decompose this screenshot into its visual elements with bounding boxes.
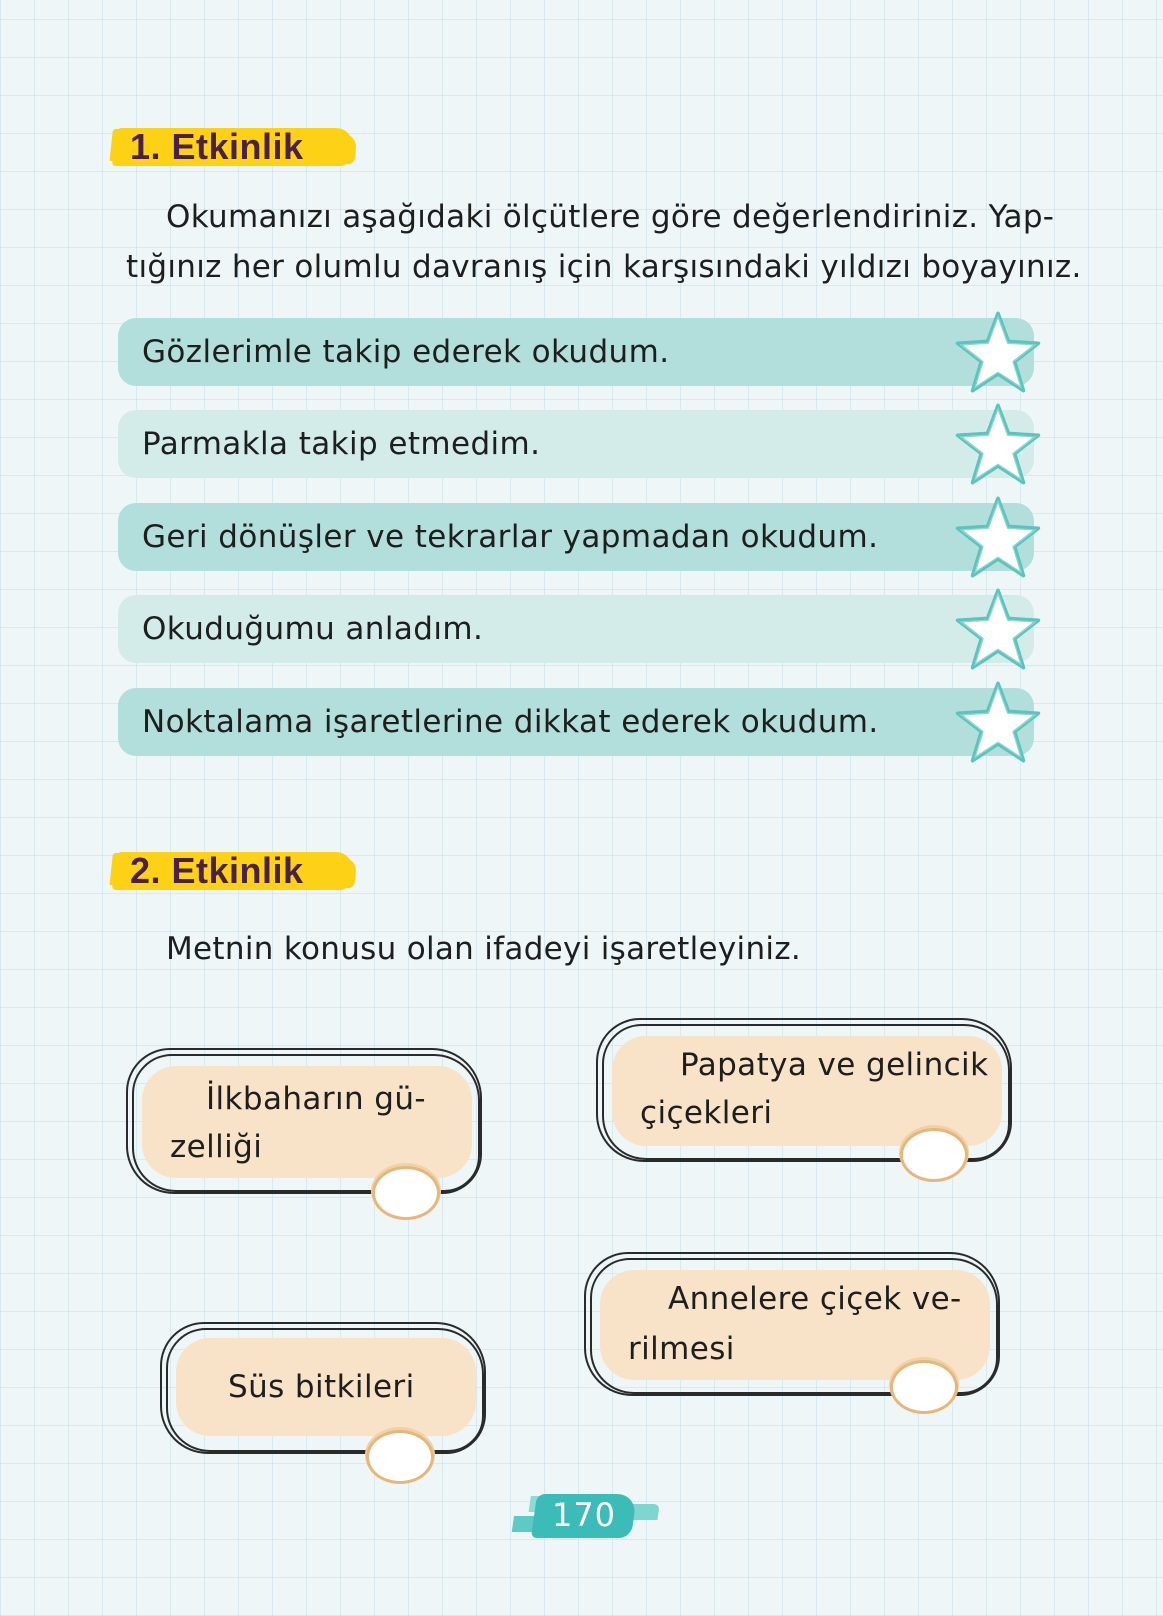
page-number-badge xyxy=(494,1484,674,1546)
option-card[interactable] xyxy=(596,1018,1016,1168)
option-text-line2: çiçekleri xyxy=(640,1095,773,1131)
star-icon[interactable] xyxy=(954,585,1042,673)
option-card[interactable] xyxy=(584,1252,1004,1402)
activity2-title: 2. Etkinlik xyxy=(130,850,304,891)
answer-circle[interactable] xyxy=(372,1166,440,1220)
answer-circle[interactable] xyxy=(366,1430,434,1484)
activity2-instruction: Metnin konusu olan ifadeyi işaretleyiniz. xyxy=(166,931,802,967)
answer-circle[interactable] xyxy=(900,1128,968,1182)
option-text-line2: rilmesi xyxy=(628,1331,735,1367)
criteria-label: Okuduğumu anladım. xyxy=(142,611,484,647)
criteria-row xyxy=(118,318,1034,386)
option-text-line1: İlkbaharın gü- xyxy=(206,1081,426,1117)
option-text-line2: zelliği xyxy=(170,1129,263,1165)
star-icon[interactable] xyxy=(954,493,1042,581)
option-text-line1: Süs bitkileri xyxy=(228,1369,415,1405)
star-icon[interactable] xyxy=(954,308,1042,396)
option-card[interactable] xyxy=(160,1322,490,1462)
activity1-instruction-line1: Okumanızı aşağıdaki ölçütlere göre değerlendiriniz. Yap- xyxy=(166,199,1055,235)
option-text-line1: Papatya ve gelincik xyxy=(680,1047,989,1083)
option-card[interactable] xyxy=(126,1048,486,1200)
criteria-label: Gözlerimle takip ederek okudum. xyxy=(142,334,670,370)
option-text-line1: Annelere çiçek ve- xyxy=(668,1281,962,1317)
star-icon[interactable] xyxy=(954,400,1042,488)
activity2-heading xyxy=(122,848,304,894)
criteria-label: Noktalama işaretlerine dikkat ederek okudum. xyxy=(142,704,879,740)
criteria-row xyxy=(118,410,1034,478)
answer-circle[interactable] xyxy=(890,1360,958,1414)
criteria-label: Parmakla takip etmedim. xyxy=(142,426,541,462)
criteria-row xyxy=(118,503,1034,571)
criteria-row xyxy=(118,595,1034,663)
criteria-label: Geri dönüşler ve tekrarlar yapmadan okudum. xyxy=(142,519,879,555)
star-icon[interactable] xyxy=(954,678,1042,766)
activity1-title: 1. Etkinlik xyxy=(130,126,304,167)
page-number: 170 xyxy=(551,1496,617,1534)
activity1-instruction-line2: tığınız her olumlu davranış için karşısındaki yıldızı boyayınız. xyxy=(126,249,1082,285)
criteria-row xyxy=(118,688,1034,756)
activity1-heading xyxy=(122,124,304,170)
